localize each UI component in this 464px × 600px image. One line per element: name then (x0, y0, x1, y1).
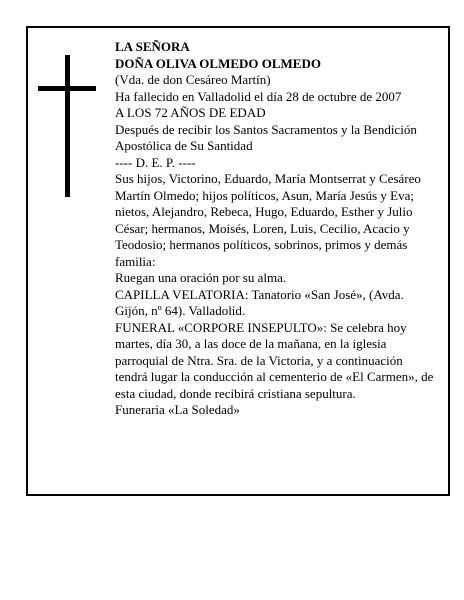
widow-of-line: (Vda. de don Cesáreo Martín) (115, 72, 271, 87)
notice-title: LA SEÑORA (115, 39, 190, 54)
latin-cross-icon (38, 55, 96, 197)
funeral-home: Funeraria «La Soledad» (115, 402, 240, 417)
rip-line: ---- D. E. P. ---- (115, 154, 196, 170)
family-paragraph: Sus hijos, Victorino, Eduardo, María Montserrat y Cesáreo Martín Olmedo; hijos políticos, Asun, María Jesús y Eva; nietos, Alejandro, Rebeca, Hugo, Eduardo, Esther y Julio César; hermanos, Moisés, Loren, Luis, Cecilio, Acacio y Teodosio; hermanos políticos, sobrinos, primos y demás familia: (115, 171, 421, 269)
chapel-info: CAPILLA VELATORIA: Tanatorio «San José», (Avda. Gijón, nº 64). Valladolid. (115, 286, 404, 318)
funeral-info: FUNERAL «CORPORE INSEPULTO»: Se celebra hoy martes, día 30, a las doce de la mañana, en la iglesia parroquial de Ntra. Sra. de la Victoria, y a continuación tendrá lugar la conducción al cementerio de «El Carmen», de esta ciudad, donde recibirá cristiana sepultura. (115, 319, 434, 401)
age-line: A LOS 72 AÑOS DE EDAD (115, 105, 266, 120)
cross-horizontal-bar (38, 86, 96, 91)
death-line: Ha fallecido en Valladolid el día 28 de octubre de 2007 (115, 88, 402, 104)
cross-vertical-bar (65, 55, 70, 197)
obituary-text (115, 39, 437, 419)
deceased-name: DOÑA OLIVA OLMEDO OLMEDO (115, 55, 321, 71)
prayer-request: Ruegan una oración por su alma. (115, 270, 287, 285)
sacraments-line: Después de recibir los Santos Sacramentos y la Bendición Apostólica de Su Santidad (115, 121, 417, 153)
